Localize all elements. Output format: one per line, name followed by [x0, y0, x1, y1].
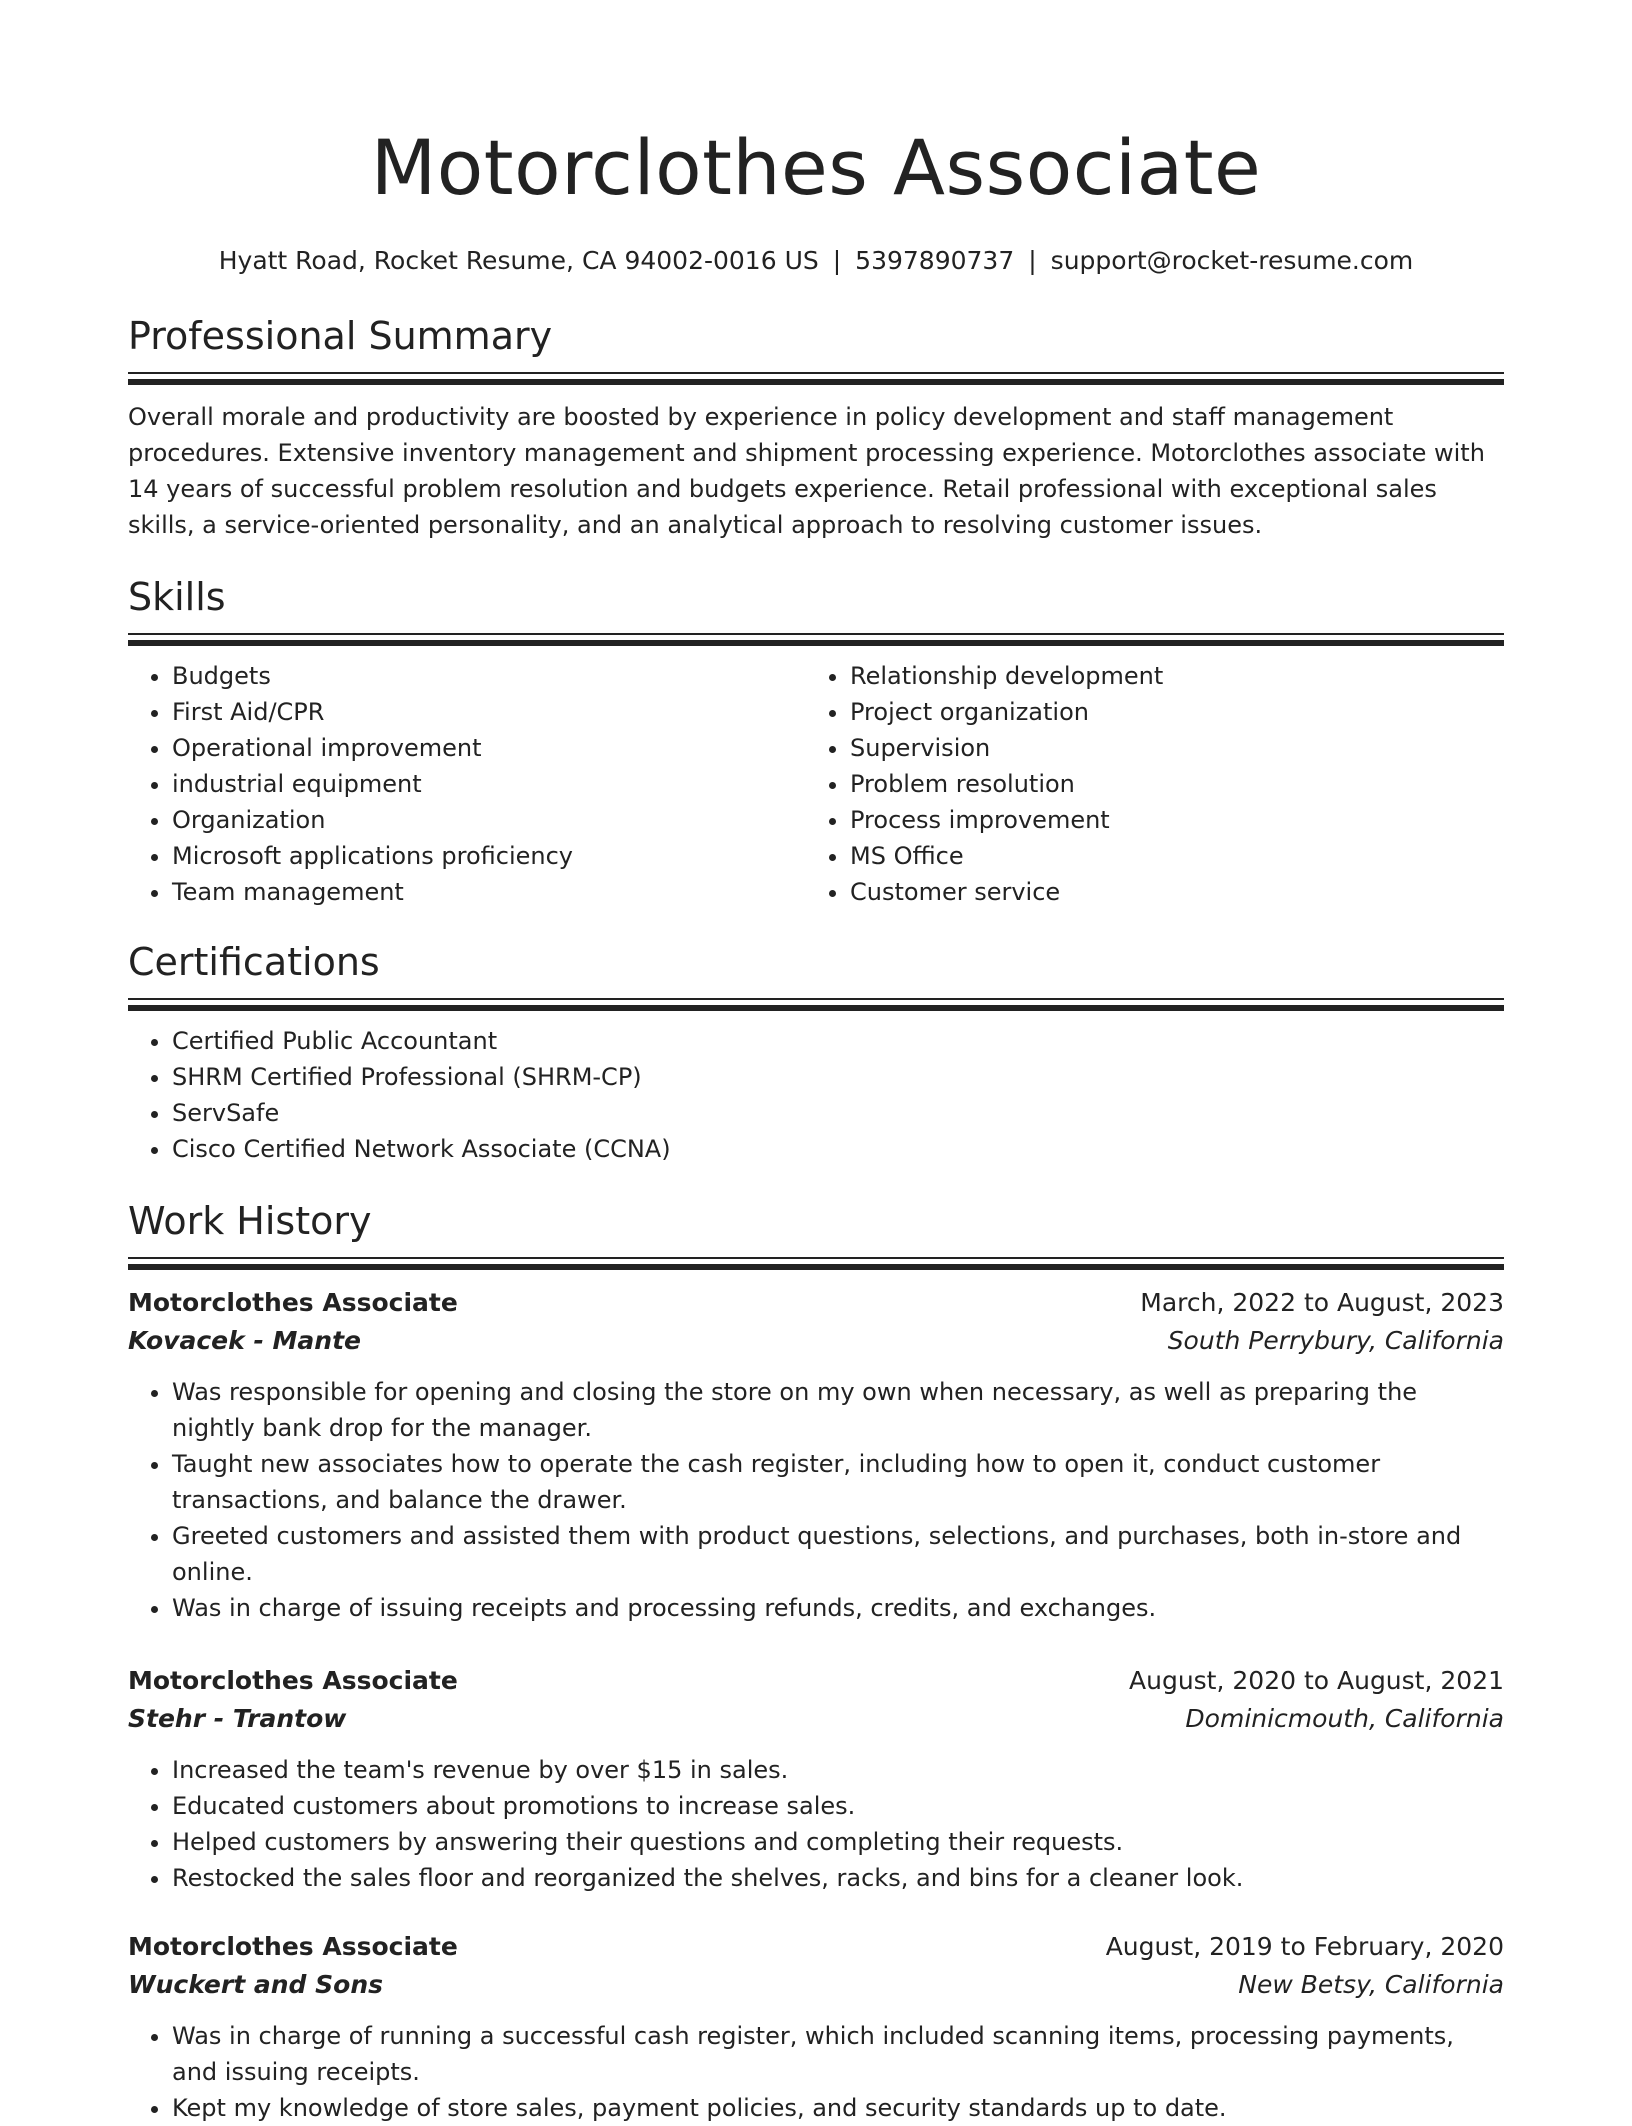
contact-line	[128, 244, 1504, 278]
skill-item: • Problem resolution	[850, 766, 1484, 802]
job-location: Dominicmouth, California	[1185, 1704, 1504, 1733]
job-duty-item: • Kept my knowledge of store sales, payment policies, and security standards up to date.	[172, 2090, 1504, 2126]
skill-item: • Relationship development	[850, 658, 1484, 694]
skill-item: • Operational improvement	[172, 730, 806, 766]
certification-item: • Certified Public Accountant	[172, 1023, 1504, 1059]
skill-item: • Process improvement	[850, 802, 1484, 838]
skills-section	[128, 573, 1504, 910]
job-subheader-row	[128, 1322, 1504, 1360]
job-dates: March, 2022 to August, 2023	[1140, 1288, 1504, 1317]
section-title-summary: Professional Summary	[128, 314, 553, 358]
job-entry	[128, 1928, 1504, 2126]
job-duty-item: • Was in charge of issuing receipts and processing refunds, credits, and exchanges.	[172, 1590, 1504, 1626]
job-duties-list	[128, 1374, 1504, 1626]
contact-separator: |	[1028, 246, 1037, 275]
contact-address: Hyatt Road, Rocket Resume, CA 94002-0016 US	[218, 246, 819, 275]
certifications-section	[128, 938, 1504, 1167]
section-divider-thick	[128, 379, 1504, 385]
skills-grid	[128, 658, 1504, 910]
contact-email: support@rocket-resume.com	[1050, 246, 1414, 275]
skill-item: • Customer service	[850, 874, 1484, 910]
job-duty-item: • Increased the team's revenue by over $15 in sales.	[172, 1752, 1504, 1788]
section-title-skills: Skills	[128, 575, 226, 619]
section-divider	[128, 633, 1504, 635]
job-company: Wuckert and Sons	[128, 1970, 383, 1999]
contact-separator: |	[832, 246, 842, 275]
job-entry	[128, 1284, 1504, 1626]
skills-column-right	[806, 658, 1484, 910]
certification-item: • Cisco Certified Network Associate (CCNA)	[172, 1131, 1504, 1167]
skill-item: • Project organization	[850, 694, 1484, 730]
skill-item: • Supervision	[850, 730, 1484, 766]
resume-name: Motorclothes Associate	[370, 123, 1262, 212]
job-company: Kovacek - Mante	[128, 1326, 361, 1355]
job-duty-item: • Restocked the sales floor and reorganized the shelves, racks, and bins for a cleaner look.	[172, 1860, 1504, 1896]
job-dates: August, 2019 to February, 2020	[1105, 1932, 1504, 1961]
job-header-row	[128, 1284, 1504, 1322]
skills-column-left	[128, 658, 806, 910]
contact-phone: 5397890737	[855, 246, 1015, 275]
skill-item: • Organization	[172, 802, 806, 838]
job-subheader-row	[128, 1700, 1504, 1738]
job-company: Stehr - Trantow	[128, 1704, 347, 1733]
skill-item: • First Aid/CPR	[172, 694, 806, 730]
job-location: New Betsy, California	[1238, 1970, 1504, 1999]
section-divider-thick	[128, 1005, 1504, 1011]
section-title-certifications: Certifications	[128, 940, 380, 984]
job-duty-item: • Was in charge of running a successful cash register, which included scanning items, processing payments, and issuing receipts.	[172, 2018, 1504, 2090]
section-divider	[128, 372, 1504, 374]
job-title: Motorclothes Associate	[128, 1666, 458, 1695]
work-history-section	[128, 1197, 1504, 2126]
job-duty-item: • Helped customers by answering their questions and completing their requests.	[172, 1824, 1504, 1860]
skill-item: • MS Office	[850, 838, 1484, 874]
job-dates: August, 2020 to August, 2021	[1129, 1666, 1504, 1695]
skills-list-right	[806, 658, 1484, 910]
section-divider-thick	[128, 1264, 1504, 1270]
certification-item: • ServSafe	[172, 1095, 1504, 1131]
job-duties-list	[128, 2018, 1504, 2126]
job-duties-list	[128, 1752, 1504, 1896]
job-duty-item: • Educated customers about promotions to increase sales.	[172, 1788, 1504, 1824]
job-header-row	[128, 1928, 1504, 1966]
job-duty-item: • Was responsible for opening and closing the store on my own when necessary, as well as preparing the nightly bank drop for the manager.	[172, 1374, 1504, 1446]
section-divider	[128, 998, 1504, 1000]
skill-item: • industrial equipment	[172, 766, 806, 802]
job-duty-item: • Taught new associates how to operate the cash register, including how to open it, conduct customer transactions, and balance the drawer.	[172, 1446, 1504, 1518]
certifications-list	[128, 1023, 1504, 1167]
job-title: Motorclothes Associate	[128, 1288, 458, 1317]
summary-text: Overall morale and productivity are boosted by experience in policy development and staff management procedures. Extensive inventory management and shipment processing experience. Motorclothes associate with 14 years of successful problem resolution and budgets experience. Retail professional with exceptional sales skills, a service-oriented personality, and an analytical approach to resolving customer issues.	[128, 403, 1485, 539]
certification-item: • SHRM Certified Professional (SHRM-CP)	[172, 1059, 1504, 1095]
job-entry	[128, 1662, 1504, 1896]
job-title: Motorclothes Associate	[128, 1932, 458, 1961]
skills-list-left	[128, 658, 806, 910]
section-title-work-history: Work History	[128, 1199, 372, 1243]
section-divider	[128, 1257, 1504, 1259]
skill-item: • Team management	[172, 874, 806, 910]
resume-content	[128, 0, 1504, 2126]
job-header-row	[128, 1662, 1504, 1700]
job-subheader-row	[128, 1966, 1504, 2004]
job-location: South Perrybury, California	[1167, 1326, 1504, 1355]
job-duty-item: • Greeted customers and assisted them with product questions, selections, and purchases, both in-store and online.	[172, 1518, 1504, 1590]
skill-item: • Microsoft applications proficiency	[172, 838, 806, 874]
section-divider-thick	[128, 640, 1504, 646]
skill-item: • Budgets	[172, 658, 806, 694]
summary-section	[128, 312, 1504, 543]
